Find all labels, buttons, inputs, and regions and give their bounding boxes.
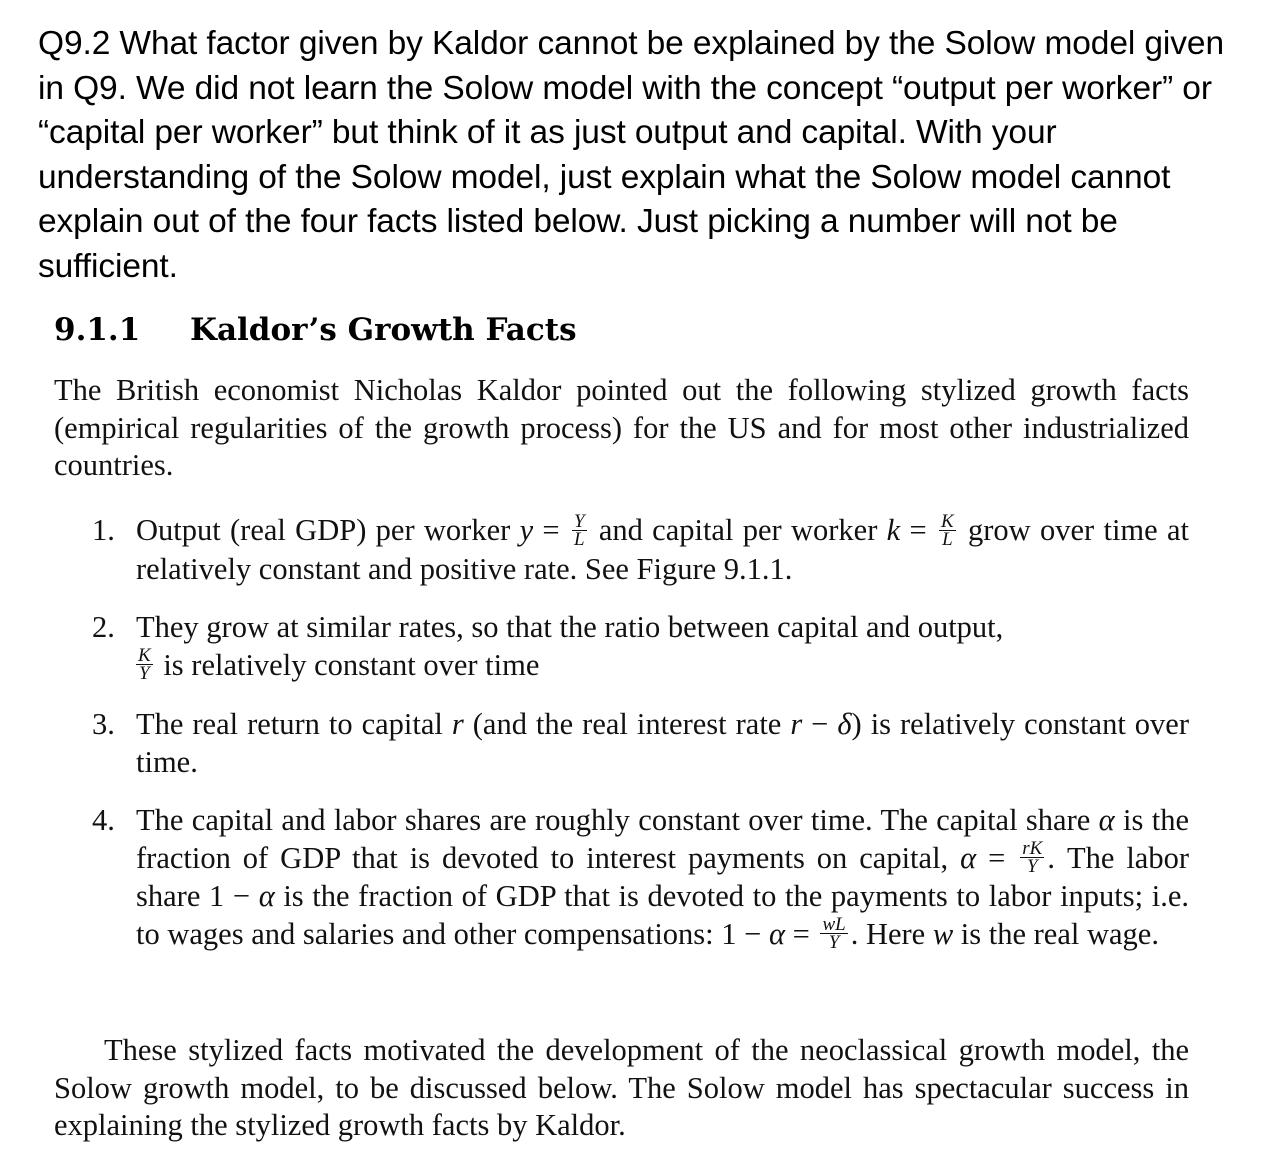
equals: =	[900, 513, 937, 547]
equals: =	[784, 916, 818, 951]
equals: =	[533, 513, 569, 547]
fact-3	[92, 706, 1189, 781]
fact-4-text: is the fraction of GDP that is devoted to interest payments on capital,	[136, 803, 1189, 875]
fact-4-text: The capital and labor shares are roughly constant over time. The capital share	[136, 803, 1099, 837]
var-k: k	[886, 513, 901, 547]
fraction-wl-over-y	[820, 916, 847, 951]
fact-2-marker: 2.	[92, 610, 115, 644]
var-alpha: α	[1098, 803, 1115, 837]
var-y: y	[519, 513, 534, 547]
section-heading	[54, 308, 577, 352]
fact-4-text: is the real wage.	[953, 916, 1159, 951]
fact-2-text: They grow at similar rates, so that the ratio between capital and output,	[136, 610, 1004, 644]
minus: −	[802, 707, 838, 741]
growth-facts-list	[92, 512, 1189, 954]
fact-3-text: ) is relatively constant over time.	[136, 707, 1189, 779]
fact-1	[92, 512, 1189, 588]
fact-2-text: is relatively constant over time	[155, 647, 540, 682]
section-title: Kaldor’s Growth Facts	[190, 312, 577, 348]
fraction-numerator: K	[138, 645, 151, 666]
var-r: r	[451, 707, 464, 741]
var-r: r	[790, 707, 803, 741]
fraction-denominator: Y	[139, 663, 150, 684]
fraction-denominator: Y	[828, 932, 840, 953]
fact-3-text: (and the real interest rate	[463, 707, 791, 741]
fact-4-text: . Here	[850, 916, 933, 951]
fact-1-marker: 1.	[92, 513, 115, 547]
section-intro: The British economist Nicholas Kaldor pointed out the following stylized growth facts (empirical regularities of the growth process) for the US and for most other industrialized countries.	[54, 373, 1189, 482]
var-alpha: α	[960, 840, 977, 875]
fact-1-text: Output (real GDP) per worker	[136, 513, 520, 547]
fact-4-marker: 4.	[92, 803, 115, 837]
var-alpha: α	[258, 879, 275, 913]
var-w: w	[932, 916, 954, 951]
fraction-denominator: L	[573, 528, 585, 550]
fraction-denominator: L	[942, 528, 953, 550]
fraction-numerator: rK	[1022, 838, 1043, 859]
fraction-numerator: wL	[822, 914, 846, 935]
fact-4	[92, 802, 1189, 954]
fraction-numerator: K	[941, 510, 954, 532]
fraction-rk-over-y	[1020, 840, 1044, 875]
fraction-denominator: Y	[1027, 856, 1038, 877]
fact-1-text: grow over time at relatively constant and positive rate. See Figure 9.1.1.	[136, 513, 1189, 586]
fact-1-text: and capital per worker	[589, 513, 887, 547]
fact-4-text: is the fraction of GDP that is devoted to the payments to labor inputs; i.e. to wages and salaries and other compensations: 1 −	[136, 879, 1189, 951]
fact-3-text: The real return to capital	[136, 707, 452, 741]
fact-3-marker: 3.	[92, 707, 115, 741]
var-alpha: α	[768, 916, 785, 951]
fact-2	[92, 609, 1189, 685]
equals: =	[976, 840, 1018, 875]
fraction-k-over-l	[939, 510, 956, 550]
question-text: Q9.2 What factor given by Kaldor cannot be explained by the Solow model given in Q9. We did not learn the Solow model with the concept “output per worker” or “capital per worker” but think of it as just output and capital. With your understanding of the Solow model, just explain what the Solow model cannot explain out of the four facts listed below. Just picking a number will not be sufficient.	[38, 25, 1224, 285]
fraction-y-over-l	[572, 510, 587, 550]
fraction-k-over-y	[136, 647, 153, 682]
var-delta: δ	[837, 707, 852, 741]
section-number: 9.1.1	[54, 312, 141, 348]
fraction-numerator: Y	[573, 510, 585, 532]
fact-4-text: . The labor share 1 −	[136, 840, 1189, 913]
closing-paragraph: These stylized facts motivated the development of the neoclassical growth model, the Solow growth model, to be discussed below. The Solow model has spectacular success in explaining the stylized growth facts by Kaldor.	[54, 1033, 1189, 1142]
